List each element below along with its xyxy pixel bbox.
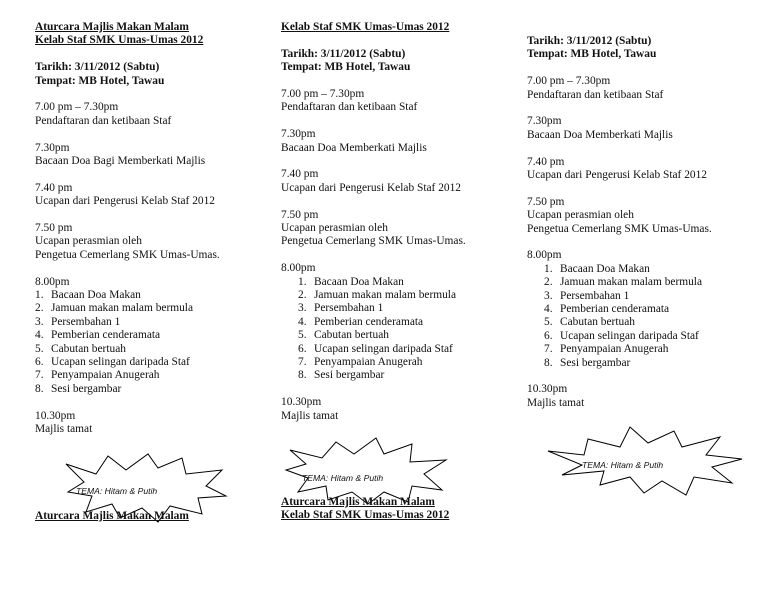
list-item: 8. Sesi bergambar bbox=[35, 382, 122, 395]
column-1-bottom-title: Aturcara Majlis Makan Malam bbox=[35, 510, 189, 522]
column-2-tarikh: Tarikh: 3/11/2012 (Sabtu) bbox=[281, 47, 406, 60]
column-2-bottom-title-line-2: Kelab Staf SMK Umas-Umas 2012 bbox=[281, 509, 450, 522]
schedule-time: 7.00 pm – 7.30pm bbox=[281, 88, 365, 100]
schedule-time: 7.40 pm bbox=[35, 181, 73, 194]
schedule-time: 7.30pm bbox=[35, 141, 70, 154]
program-list bbox=[527, 263, 712, 370]
list-item: 6. Ucapan selingan daripada Staf bbox=[298, 342, 453, 355]
schedule-text: Ucapan perasmian oleh bbox=[35, 235, 142, 248]
program-list bbox=[281, 276, 466, 383]
list-item: 4. Pemberian cenderamata bbox=[298, 315, 424, 328]
schedule-text: Ucapan perasmian oleh bbox=[527, 209, 634, 222]
schedule-time: 7.30pm bbox=[527, 115, 562, 128]
schedule-text: Ucapan dari Pengerusi Kelab Staf 2012 bbox=[35, 195, 215, 208]
list-item: 6. Ucapan selingan daripada Staf bbox=[35, 356, 190, 369]
list-item: 3. Persembahan 1 bbox=[35, 315, 121, 328]
schedule-time: 8.00pm bbox=[35, 275, 70, 288]
schedule-text: Bacaan Doa Bagi Memberkati Majlis bbox=[35, 155, 206, 168]
list-item: 5. Cabutan bertuah bbox=[35, 342, 126, 355]
list-item: 5. Cabutan bertuah bbox=[298, 329, 389, 342]
schedule-time: 7.40 pm bbox=[527, 155, 565, 168]
schedule-time: 7.40 pm bbox=[281, 168, 319, 181]
schedule-text: Ucapan dari Pengerusi Kelab Staf 2012 bbox=[527, 169, 707, 182]
schedule-text: Bacaan Doa Memberkati Majlis bbox=[281, 141, 427, 154]
list-item: 1. Bacaan Doa Makan bbox=[298, 275, 404, 288]
column-1-tarikh: Tarikh: 3/11/2012 (Sabtu) bbox=[35, 61, 160, 74]
column-1-tempat: Tempat: MB Hotel, Tawau bbox=[35, 74, 165, 87]
list-item: 2. Jamuan makan malam bermula bbox=[544, 276, 703, 289]
list-item: 2. Jamuan makan malam bermula bbox=[298, 289, 457, 302]
schedule-time: 10.30pm bbox=[527, 383, 568, 396]
schedule-time: 8.00pm bbox=[281, 262, 316, 275]
schedule-time: 10.30pm bbox=[35, 409, 76, 422]
schedule-text: Majlis tamat bbox=[281, 409, 339, 422]
list-item: 1. Bacaan Doa Makan bbox=[544, 262, 650, 275]
schedule-time: 7.50 pm bbox=[281, 208, 319, 221]
column-2-title: Kelab Staf SMK Umas-Umas 2012 bbox=[281, 21, 450, 33]
schedule-text: Pengetua Cemerlang SMK Umas-Umas. bbox=[281, 235, 466, 248]
column-2-tempat: Tempat: MB Hotel, Tawau bbox=[281, 61, 411, 74]
list-item: 3. Persembahan 1 bbox=[298, 302, 384, 315]
program-list bbox=[35, 289, 220, 396]
list-item: 7. Penyampaian Anugerah bbox=[298, 356, 423, 369]
schedule-text: Bacaan Doa Memberkati Majlis bbox=[527, 128, 673, 141]
schedule-time: 7.50 pm bbox=[35, 222, 73, 235]
column-1-subtitle: Kelab Staf SMK Umas-Umas 2012 bbox=[35, 34, 204, 47]
list-item: 3. Persembahan 1 bbox=[544, 289, 630, 302]
list-item: 8. Sesi bergambar bbox=[544, 356, 631, 369]
list-item: 1. Bacaan Doa Makan bbox=[35, 289, 141, 302]
column-2-bottom-title-line-1: Aturcara Majlis Makan Malam bbox=[281, 496, 435, 508]
column-1-title: Aturcara Majlis Makan Malam bbox=[35, 21, 189, 33]
tema-label: TEMA: Hitam & Putih bbox=[76, 486, 158, 496]
tema-starburst-3 bbox=[544, 425, 744, 497]
schedule-text: Pendaftaran dan ketibaan Staf bbox=[527, 88, 664, 101]
schedule-text: Majlis tamat bbox=[35, 423, 93, 436]
column-3-tarikh: Tarikh: 3/11/2012 (Sabtu) bbox=[527, 35, 652, 47]
list-item: 2. Jamuan makan malam bermula bbox=[35, 302, 194, 315]
schedule-time: 7.50 pm bbox=[527, 195, 565, 208]
column-2-bottom-title bbox=[281, 496, 449, 523]
list-item: 5. Cabutan bertuah bbox=[544, 316, 635, 329]
tema-label: TEMA: Hitam & Putih bbox=[302, 473, 384, 483]
column-2 bbox=[281, 21, 466, 423]
schedule-text: Ucapan dari Pengerusi Kelab Staf 2012 bbox=[281, 181, 461, 194]
column-1 bbox=[35, 21, 220, 436]
schedule-text: Ucapan perasmian oleh bbox=[281, 222, 388, 235]
schedule-time: 7.00 pm – 7.30pm bbox=[35, 101, 119, 114]
schedule-time: 7.30pm bbox=[281, 128, 316, 141]
schedule-text: Pendaftaran dan ketibaan Staf bbox=[281, 101, 418, 114]
schedule-time: 10.30pm bbox=[281, 396, 322, 409]
schedule-time: 8.00pm bbox=[527, 249, 562, 262]
schedule-time: 7.00 pm – 7.30pm bbox=[527, 75, 611, 88]
tema-label: TEMA: Hitam & Putih bbox=[582, 460, 664, 470]
list-item: 4. Pemberian cenderamata bbox=[544, 303, 670, 316]
list-item: 7. Penyampaian Anugerah bbox=[35, 369, 160, 382]
schedule-text: Majlis tamat bbox=[527, 396, 585, 409]
schedule-text: Pendaftaran dan ketibaan Staf bbox=[35, 114, 172, 127]
list-item: 6. Ucapan selingan daripada Staf bbox=[544, 329, 699, 342]
list-item: 7. Penyampaian Anugerah bbox=[544, 343, 669, 356]
schedule-text: Pengetua Cemerlang SMK Umas-Umas. bbox=[527, 222, 712, 235]
list-item: 8. Sesi bergambar bbox=[298, 369, 385, 382]
column-3 bbox=[527, 35, 712, 410]
schedule-text: Pengetua Cemerlang SMK Umas-Umas. bbox=[35, 248, 220, 261]
column-3-tempat: Tempat: MB Hotel, Tawau bbox=[527, 48, 657, 61]
list-item: 4. Pemberian cenderamata bbox=[35, 329, 161, 342]
